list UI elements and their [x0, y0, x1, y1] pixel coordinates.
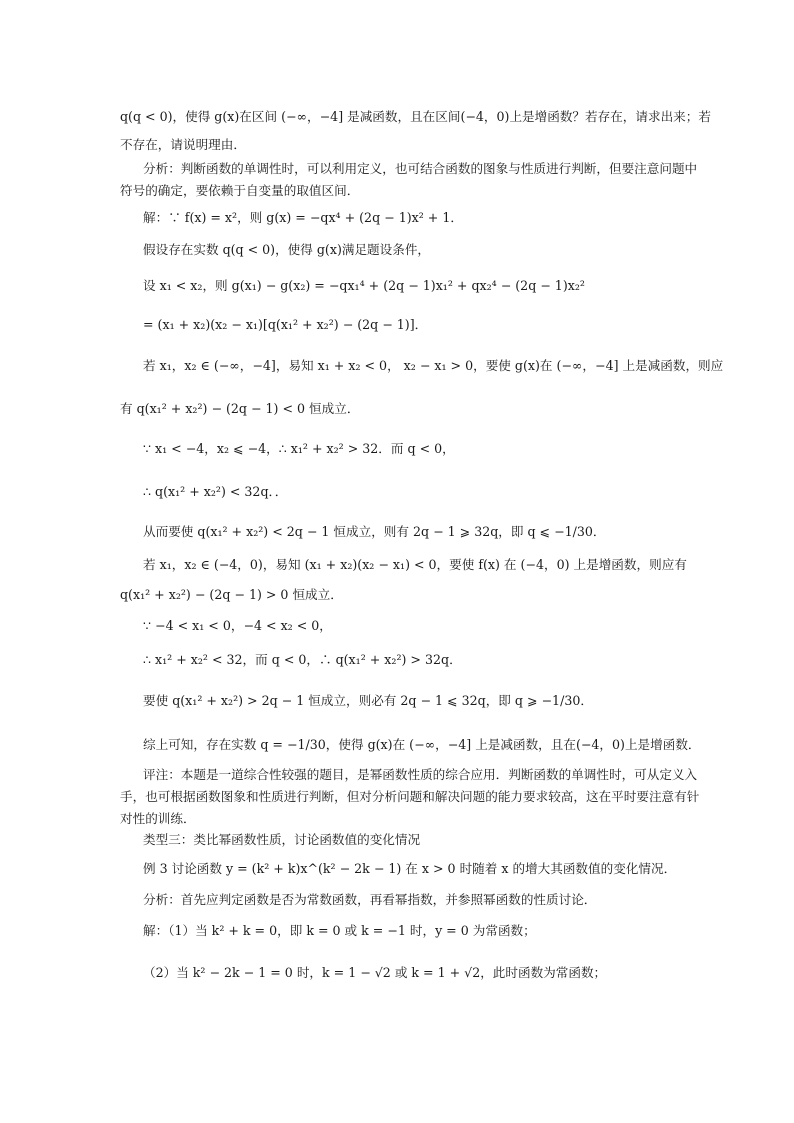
case1-line-5: 从而要使 q(x₁² + x₂²) < 2q − 1 恒成立，则有 2q − 1 ⩾ 32q，即 q ⩽ −1/30． [143, 524, 606, 539]
case1-line-3: ∵ x₁ < −4，x₂ ⩽ −4，∴ x₁² + x₂² > 32．而 q < 0， [143, 441, 455, 456]
analysis-line-1: 分析：判断函数的单调性时，可以利用定义，也可结合函数的图象与性质进行判断，但要注意问题中 [143, 161, 698, 176]
case2-line-2: q(x₁² + x₂²) − (2q − 1) > 0 恒成立． [120, 587, 343, 602]
section-heading-type3: 类型三：类比幂函数性质，讨论函数值的变化情况 [143, 832, 421, 847]
solution-line-3: 设 x₁ < x₂，则 g(x₁) − g(x₂) = −qx₁⁴ + (2q − 1)x₁² + qx₂⁴ − (2q − 1)x₂² [143, 278, 585, 293]
case1-line-1: 若 x₁，x₂ ∈ (−∞，−4]，易知 x₁ + x₂ < 0， x₂ − x₁ > 0，要使 g(x)在 (−∞，−4] 上是减函数，则应 [143, 358, 724, 373]
case2-line-3: ∵ −4 < x₁ < 0，−4 < x₂ < 0， [143, 618, 332, 633]
text-line-2: 不存在，请说明理由． [120, 137, 246, 152]
case2-line-1 [120, 556, 687, 574]
solution-line-1: 解：∵ f(x) = x²，则 g(x) = −qx⁴ + (2q − 1)x² + 1． [143, 210, 463, 225]
example3-solution-line-1: 解：（1）当 k² + k = 0，即 k = 0 或 k = −1 时，y = 0 为常函数； [143, 923, 536, 938]
comment-line-2: 手，也可根据函数图象和性质进行判断，但对分析问题和解决问题的能力要求较高，这在平时要注意有针 [120, 789, 700, 804]
case2-line-1-right: 则应有 [649, 557, 687, 572]
case2-line-5: 要使 q(x₁² + x₂²) > 2q − 1 恒成立，则必有 2q − 1 ⩽ 32q，即 q ⩾ −1/30． [143, 693, 593, 708]
solution-line-4: = (x₁ + x₂)(x₂ − x₁)[q(x₁² + x₂²) − (2q − 1)]． [143, 317, 428, 332]
case2-line-4: ∴ x₁² + x₂² < 32，而 q < 0，∴ q(x₁² + x₂²) > 32q． [143, 652, 462, 667]
example3-line: 例 3 讨论函数 y = (k² + k)x^(k² − 2k − 1) 在 x > 0 时随着 x 的增大其函数值的变化情况． [143, 861, 677, 876]
solution-line-2: 假设存在实数 q(q < 0)，使得 g(x)满足题设条件， [143, 242, 431, 257]
example3-analysis-line: 分析：首先应判定函数是否为常数函数，再看幂指数，并参照幂函数的性质讨论． [143, 892, 597, 907]
example3-solution-line-2: （2）当 k² − 2k − 1 = 0 时，k = 1 − √2 或 k = 1 + √2，此时函数为常函数； [143, 965, 607, 980]
case1-line-4: ∴ q(x₁² + x₂²) < 32q．． [143, 484, 288, 499]
text-line-1: q(q < 0)，使得 g(x)在区间 (−∞，−4] 是减函数，且在区间(−4，0)上是增函数？若存在，请求出来；若 [120, 109, 711, 124]
comment-line-1: 评注：本题是一道综合性较强的题目，是幂函数性质的综合应用．判断函数的单调性时，可从定义入 [143, 767, 698, 782]
case1-line-2: 有 q(x₁² + x₂²) − (2q − 1) < 0 恒成立． [120, 401, 360, 416]
comment-line-3: 对性的训练． [120, 811, 196, 826]
case2-line-1-left: 若 x₁，x₂ ∈ (−4，0)，易知 (x₁ + x₂)(x₂ − x₁) < 0，要使 f(x) 在 (−4，0) 上是增函数， [143, 557, 650, 572]
analysis-line-2: 符号的确定，要依赖于自变量的取值区间． [120, 183, 360, 198]
conclusion-line: 综上可知，存在实数 q = −1/30，使得 g(x)在 (−∞，−4] 上是减函数，且在(−4，0)上是增函数． [143, 737, 701, 752]
